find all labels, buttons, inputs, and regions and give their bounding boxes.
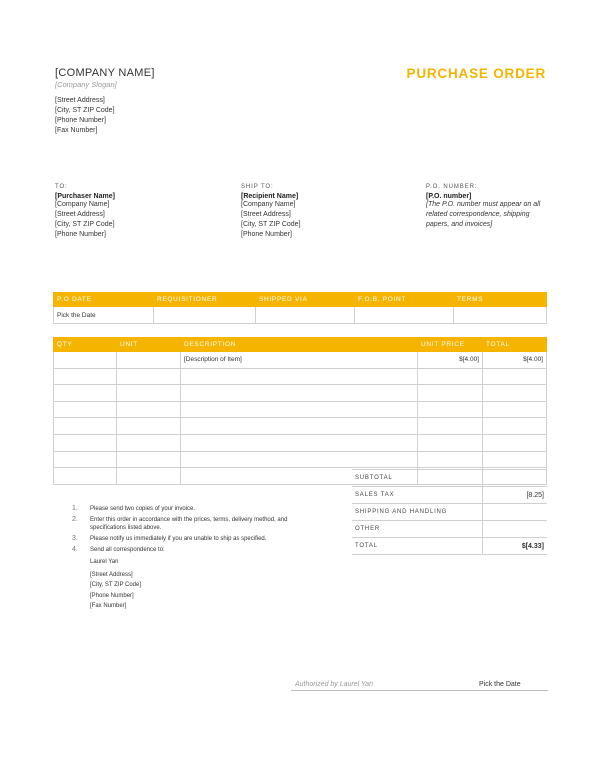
description-cell[interactable] — [181, 418, 418, 435]
purchaser-name: [Purchaser Name] — [55, 193, 115, 200]
note-text: Please notify us immediately if you are unable to ship as specified. — [90, 536, 267, 542]
terms-header: TERMS — [454, 293, 547, 307]
subtotal-value[interactable] — [483, 470, 548, 487]
unit-cell[interactable] — [117, 418, 181, 435]
note-text: Send all correspondence to: — [90, 547, 165, 553]
line-total-cell[interactable] — [483, 434, 547, 451]
note-number: 3. — [72, 535, 78, 542]
signature-line — [291, 690, 548, 691]
unit-price-cell[interactable] — [418, 368, 483, 385]
list-item — [70, 546, 290, 554]
po-number-label: P.O. NUMBER: — [426, 184, 478, 190]
unit-cell[interactable] — [117, 352, 181, 369]
other-value[interactable] — [483, 521, 548, 538]
note-number: 4. — [72, 546, 78, 553]
total-label: TOTAL — [352, 538, 483, 555]
unit-cell[interactable] — [117, 434, 181, 451]
subtotal-label: SUBTOTAL — [352, 470, 483, 487]
contact-phone: [Phone Number] — [90, 592, 134, 599]
qty-cell[interactable] — [54, 434, 117, 451]
signature-date[interactable]: Pick the Date — [479, 681, 521, 688]
recipient-name: [Recipient Name] — [241, 193, 299, 200]
requisitioner-cell[interactable] — [154, 307, 256, 324]
shipped-via-cell[interactable] — [256, 307, 355, 324]
shipping-value[interactable] — [483, 504, 548, 521]
qty-cell[interactable] — [54, 468, 117, 485]
unit-price-cell[interactable] — [418, 451, 483, 468]
company-name: [COMPANY NAME] — [55, 67, 155, 79]
ship-to-block — [241, 184, 301, 240]
to-street: [Street Address] — [55, 211, 105, 218]
contact-fax: [Fax Number] — [90, 603, 127, 609]
list-item — [70, 535, 290, 543]
company-city: [City, ST ZIP Code] — [55, 107, 115, 114]
note-text: Please send two copies of your invoice. — [90, 506, 196, 512]
description-cell[interactable]: [Description of Item] — [181, 352, 418, 369]
line-total-cell[interactable] — [483, 418, 547, 435]
to-phone: [Phone Number] — [55, 231, 106, 238]
table-row — [54, 385, 547, 402]
description-header: DESCRIPTION — [181, 338, 418, 352]
list-item — [70, 505, 290, 513]
unit-cell[interactable] — [117, 451, 181, 468]
total-header: TOTAL — [483, 338, 547, 352]
company-street: [Street Address] — [55, 97, 105, 104]
total-value[interactable]: $[4.33] — [483, 538, 548, 555]
ship-to-phone: [Phone Number] — [241, 231, 292, 238]
table-row — [54, 368, 547, 385]
description-cell[interactable] — [181, 385, 418, 402]
po-date-cell[interactable]: Pick the Date — [54, 307, 154, 324]
ship-to-street: [Street Address] — [241, 211, 291, 218]
table-row — [54, 418, 547, 435]
description-cell[interactable] — [181, 401, 418, 418]
qty-cell[interactable] — [54, 368, 117, 385]
totals-table — [352, 469, 547, 555]
table-row — [54, 352, 547, 369]
company-fax: [Fax Number] — [55, 127, 98, 134]
po-date-header: P.O DATE — [54, 293, 154, 307]
to-company: [Company Name] — [55, 201, 110, 208]
unit-cell[interactable] — [117, 401, 181, 418]
order-info-table — [53, 292, 547, 324]
qty-cell[interactable] — [54, 352, 117, 369]
note-number: 1. — [72, 505, 78, 512]
unit-price-cell[interactable] — [418, 418, 483, 435]
qty-cell[interactable] — [54, 451, 117, 468]
contact-address — [70, 557, 290, 612]
terms-cell[interactable] — [454, 307, 547, 324]
po-note: [The P.O. number must appear on all related correspondence, shipping papers, and invoices] — [426, 201, 541, 228]
table-row — [54, 434, 547, 451]
fob-point-cell[interactable] — [355, 307, 454, 324]
description-cell[interactable] — [181, 451, 418, 468]
qty-cell[interactable] — [54, 401, 117, 418]
line-total-cell[interactable] — [483, 401, 547, 418]
note-text: Enter this order in accordance with the prices, terms, delivery method, and specifications listed above. — [90, 517, 288, 531]
unit-price-cell[interactable]: $[4.00] — [418, 352, 483, 369]
to-block — [55, 184, 115, 240]
unit-price-cell[interactable] — [418, 434, 483, 451]
fob-point-header: F.O.B. POINT — [355, 293, 454, 307]
to-label: TO: — [55, 184, 68, 190]
requisitioner-header: REQUISITIONER — [154, 293, 256, 307]
items-table — [53, 337, 547, 485]
description-cell[interactable] — [181, 434, 418, 451]
table-row — [54, 451, 547, 468]
sales-tax-value[interactable]: [8.25] — [483, 487, 548, 504]
line-total-cell[interactable]: $[4.00] — [483, 352, 547, 369]
ship-to-company: [Company Name] — [241, 201, 296, 208]
table-row — [54, 401, 547, 418]
unit-cell[interactable] — [117, 368, 181, 385]
contact-street: [Street Address] — [90, 571, 133, 578]
shipped-via-header: SHIPPED VIA — [256, 293, 355, 307]
unit-price-cell[interactable] — [418, 385, 483, 402]
note-number: 2. — [72, 516, 78, 523]
qty-cell[interactable] — [54, 385, 117, 402]
company-address — [55, 96, 115, 136]
ship-to-label: SHIP TO: — [241, 184, 274, 190]
other-label: OTHER — [352, 521, 483, 538]
to-city: [City, ST ZIP Code] — [55, 221, 115, 228]
po-block — [426, 184, 551, 230]
contact-city: [City, ST ZIP Code] — [90, 582, 142, 588]
unit-price-cell[interactable] — [418, 401, 483, 418]
company-slogan: [Company Slogan] — [55, 80, 117, 89]
ship-to-city: [City, ST ZIP Code] — [241, 221, 301, 228]
document-title: PURCHASE ORDER — [406, 66, 546, 81]
unit-cell[interactable] — [117, 385, 181, 402]
sales-tax-label: SALES TAX — [352, 487, 483, 504]
company-phone: [Phone Number] — [55, 117, 106, 124]
contact-name: Laurel Yan — [90, 559, 119, 565]
line-total-cell[interactable] — [483, 451, 547, 468]
notes-list — [70, 505, 290, 612]
authorized-by: Authorized by Laurel Yan — [295, 681, 373, 688]
unit-price-header: UNIT PRICE — [418, 338, 483, 352]
shipping-label: SHIPPING AND HANDLING — [352, 504, 483, 521]
line-total-cell[interactable] — [483, 368, 547, 385]
unit-cell[interactable] — [117, 468, 181, 485]
line-total-cell[interactable] — [483, 385, 547, 402]
po-number[interactable]: [P.O. number] — [426, 193, 472, 200]
qty-header: QTY — [54, 338, 117, 352]
list-item — [70, 516, 290, 532]
qty-cell[interactable] — [54, 418, 117, 435]
description-cell[interactable] — [181, 368, 418, 385]
unit-header: UNIT — [117, 338, 181, 352]
